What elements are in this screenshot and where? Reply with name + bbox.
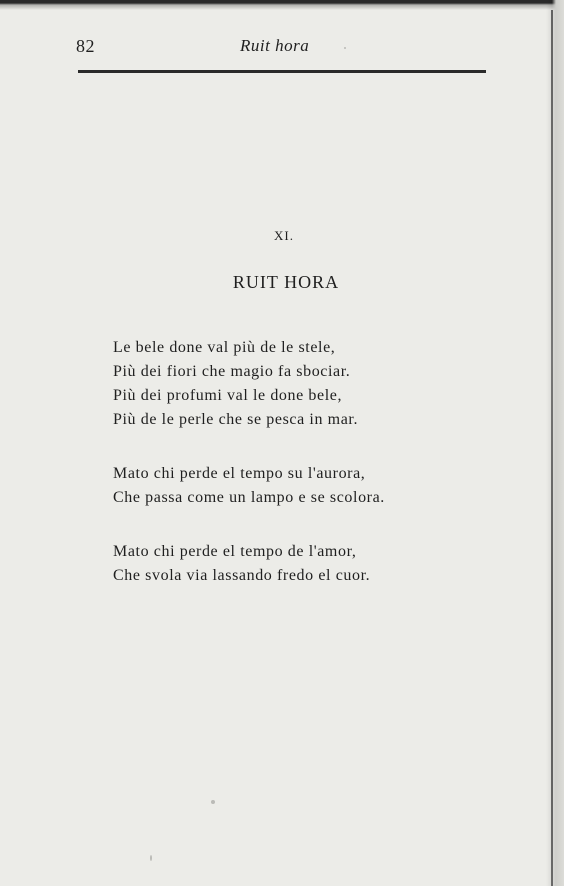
verse-line: Più dei profumi val le done bele, [113,387,343,404]
verse-line: Che svola via lassando fredo el cuor. [113,567,371,584]
paper-speck [211,800,215,804]
paper-speck [344,47,346,49]
poem-title: RUIT HORA [232,272,340,292]
verse-line: Mato chi perde el tempo su l'aurora, [113,465,366,482]
stanza-2 [113,462,385,510]
header-rule [78,70,486,73]
scan-top-shadow [0,0,564,10]
verse-line: Le bele done val più de le stele, [113,339,336,356]
stanza-3 [113,540,370,588]
stanza-1 [113,336,358,432]
page-number: 82 [76,36,95,56]
section-number: XI. [274,228,294,243]
page-header [76,36,484,60]
page-right-edge [546,0,564,886]
verse-line: Mato chi perde el tempo de l'amor, [113,543,357,560]
paper-speck [150,855,152,861]
verse-line: Più dei fiori che magio fa sbociar. [113,363,351,380]
running-head: Ruit hora [240,36,310,55]
binding-edge-line [551,10,553,886]
verse-line: Che passa come un lampo e se scolora. [113,489,385,506]
verse-line: Più de le perle che se pesca in mar. [113,411,359,428]
